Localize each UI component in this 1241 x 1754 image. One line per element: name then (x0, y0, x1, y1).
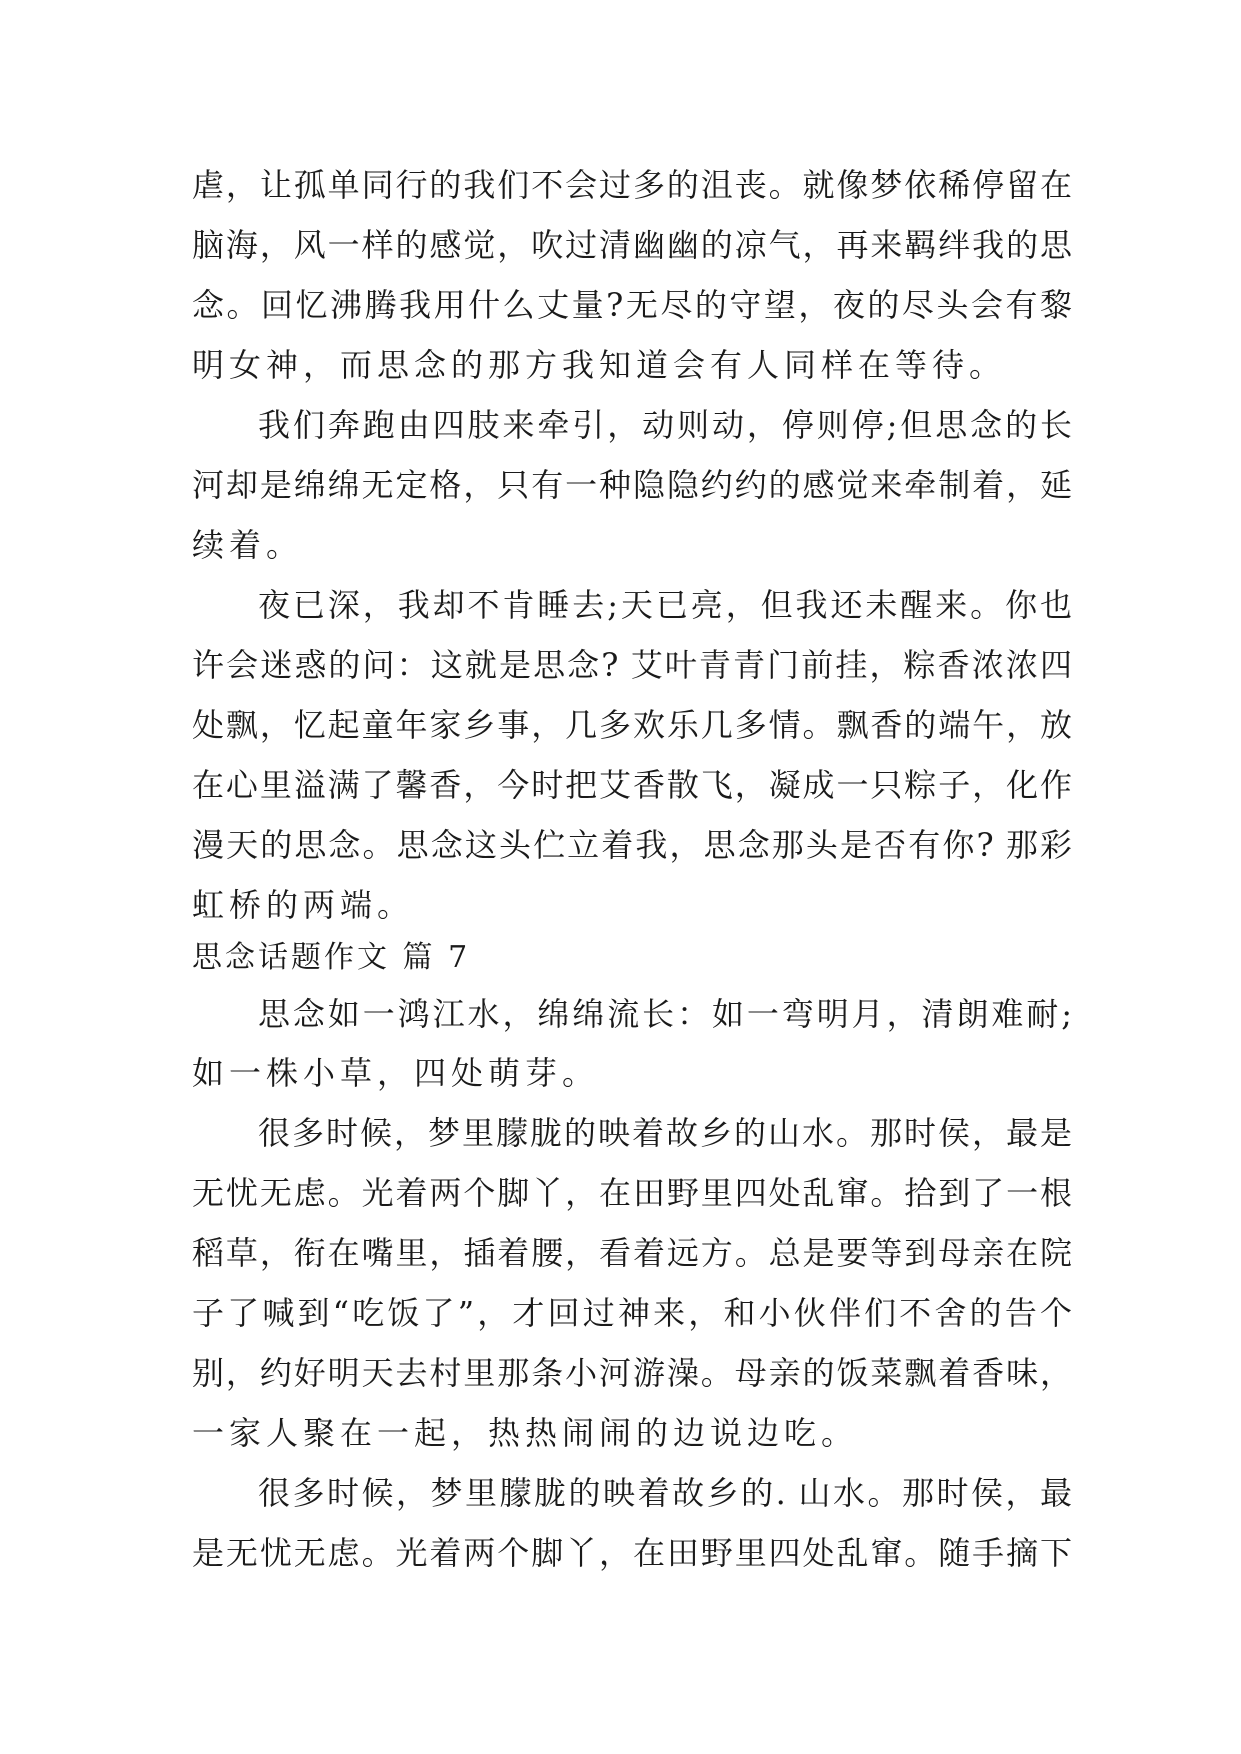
paragraph-line: 子了喊到“吃饭了”，才回过神来，和小伙伴们不舍的告个 (192, 1294, 1072, 1332)
paragraph-line: 我们奔跑由四肢来牵引，动则动，停则停;但思念的长 (258, 406, 1072, 444)
paragraph-line: 在心里溢满了馨香，今时把艾香散飞，凝成一只粽子，化作 (192, 766, 1072, 804)
paragraph-line: 很多时候，梦里朦胧的映着故乡的山水。那时侯，最是 (258, 1114, 1072, 1152)
paragraph-line: 脑海，风一样的感觉，吹过清幽幽的凉气，再来羁绊我的思 (192, 226, 1072, 264)
paragraph-line: 续着。 (192, 526, 304, 564)
paragraph-line: 稻草，衔在嘴里，插着腰，看着远方。总是要等到母亲在院 (192, 1234, 1072, 1272)
paragraph-line: 一家人聚在一起，热热闹闹的边说边吃。 (192, 1414, 859, 1452)
paragraph-line: 思念如一鸿江水，绵绵流长：如一弯明月，清朗难耐; (258, 995, 1072, 1033)
paragraph-line: 虹桥的两端。 (192, 886, 415, 924)
paragraph-line: 别，约好明天去村里那条小河游澡。母亲的饭菜飘着香味， (192, 1354, 1072, 1392)
paragraph-line: 如一株小草，四处萌芽。 (192, 1054, 600, 1092)
paragraph-line: 明女神，而思念的那方我知道会有人同样在等待。 (192, 346, 1007, 384)
paragraph-line: 是无忧无虑。光着两个脚丫，在田野里四处乱窜。随手摘下 (192, 1534, 1072, 1572)
section-heading: 思念话题作文 篇 7 (192, 940, 471, 975)
paragraph-line: 许会迷惑的问：这就是思念? 艾叶青青门前挂，粽香浓浓四 (192, 646, 1072, 684)
paragraph-line: 河却是绵绵无定格，只有一种隐隐约约的感觉来牵制着，延 (192, 466, 1072, 504)
paragraph-line: 处飘，忆起童年家乡事，几多欢乐几多情。飘香的端午，放 (192, 706, 1072, 744)
paragraph-line: 无忧无虑。光着两个脚丫，在田野里四处乱窜。拾到了一根 (192, 1174, 1072, 1212)
paragraph-line: 很多时候，梦里朦胧的映着故乡的. 山水。那时侯，最 (258, 1474, 1072, 1512)
paragraph-line: 夜已深，我却不肯睡去;天已亮，但我还未醒来。你也 (258, 586, 1072, 624)
paragraph-line: 虐，让孤单同行的我们不会过多的沮丧。就像梦依稀停留在 (192, 166, 1072, 204)
paragraph-line: 漫天的思念。思念这头伫立着我，思念那头是否有你? 那彩 (192, 826, 1072, 864)
paragraph-line: 念。回忆沸腾我用什么丈量?无尽的守望，夜的尽头会有黎 (192, 286, 1072, 324)
